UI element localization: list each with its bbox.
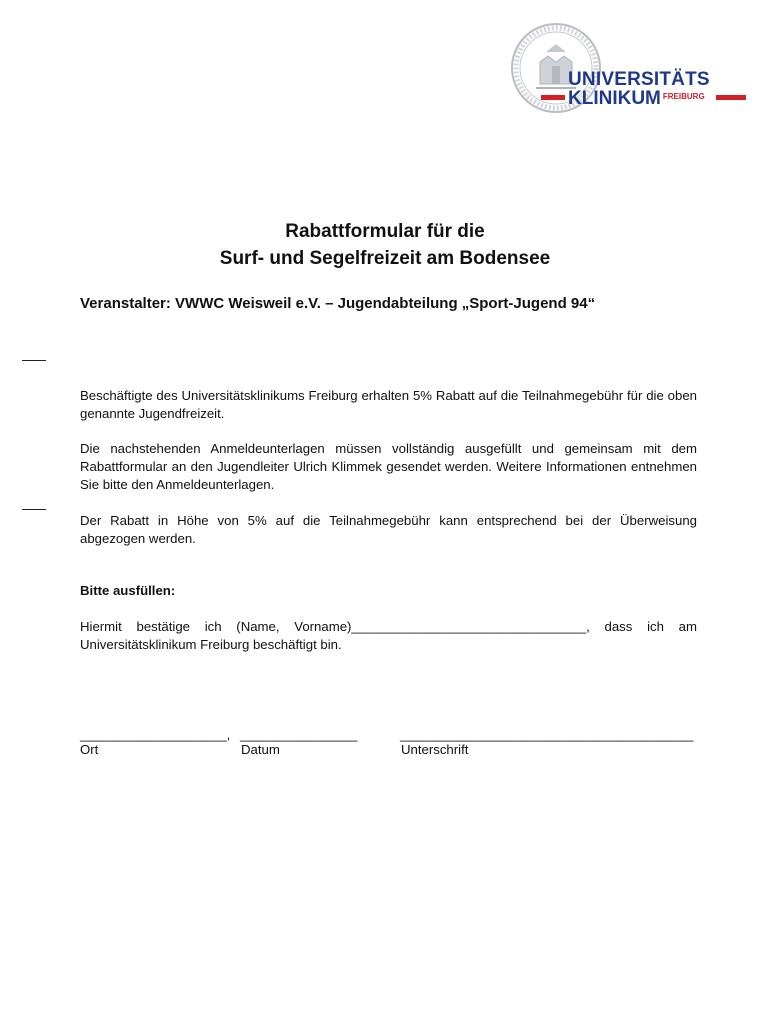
university-clinic-logo [510, 22, 750, 114]
paragraph-discount: Beschäftigte des Universitätsklinikums Freiburg erhalten 5% Rabatt auf die Teilnahmegebühr für die oben genannte Jugendfreizeit. [80, 388, 697, 421]
logo-wordmark [568, 70, 710, 108]
signature-label: Unterschrift [401, 742, 469, 757]
fold-mark-top [22, 360, 46, 361]
ort-field[interactable]: ____________________, [80, 727, 231, 742]
form-heading: Bitte ausfüllen: [80, 583, 176, 598]
datum-field[interactable]: ________________ [240, 727, 358, 742]
title-line-2: Surf- und Segelfreizeit am Bodensee [219, 248, 551, 269]
logo-red-bar-right [716, 95, 746, 100]
employment-statement[interactable]: Hiermit bestätige ich (Name, Vorname)________________________________, dass ich am Universitätsklinikum Freiburg beschäftigt bin. [80, 619, 697, 652]
logo-red-bar-left [541, 95, 565, 100]
logo-line-klinikum: KLINIKUM [568, 88, 661, 109]
fold-mark-middle [22, 509, 46, 510]
datum-label: Datum [241, 742, 280, 757]
logo-line-universitaets: UNIVERSITÄTS [568, 69, 710, 90]
ort-label: Ort [80, 742, 99, 757]
paragraph-deduction: Der Rabatt in Höhe von 5% auf die Teilnahmegebühr kann entsprechend bei der Überweisung abgezogen werden. [80, 513, 697, 546]
organizer-line: Veranstalter: VWWC Weisweil e.V. – Jugendabteilung „Sport-Jugend 94“ [80, 295, 596, 312]
signature-field[interactable]: ________________________________________ [400, 727, 694, 742]
title-line-1: Rabattformular für die [285, 221, 485, 242]
paragraph-documents: Die nachstehenden Anmeldeunterlagen müssen vollständig ausgefüllt und gemeinsam mit dem Rabattformular an den Jugendleiter Ulrich Klimmek gesendet werden. Weitere Informationen entnehmen Sie bitte den Anmeldeunterlagen. [80, 441, 697, 492]
logo-line-freiburg: FREIBURG [662, 92, 705, 101]
